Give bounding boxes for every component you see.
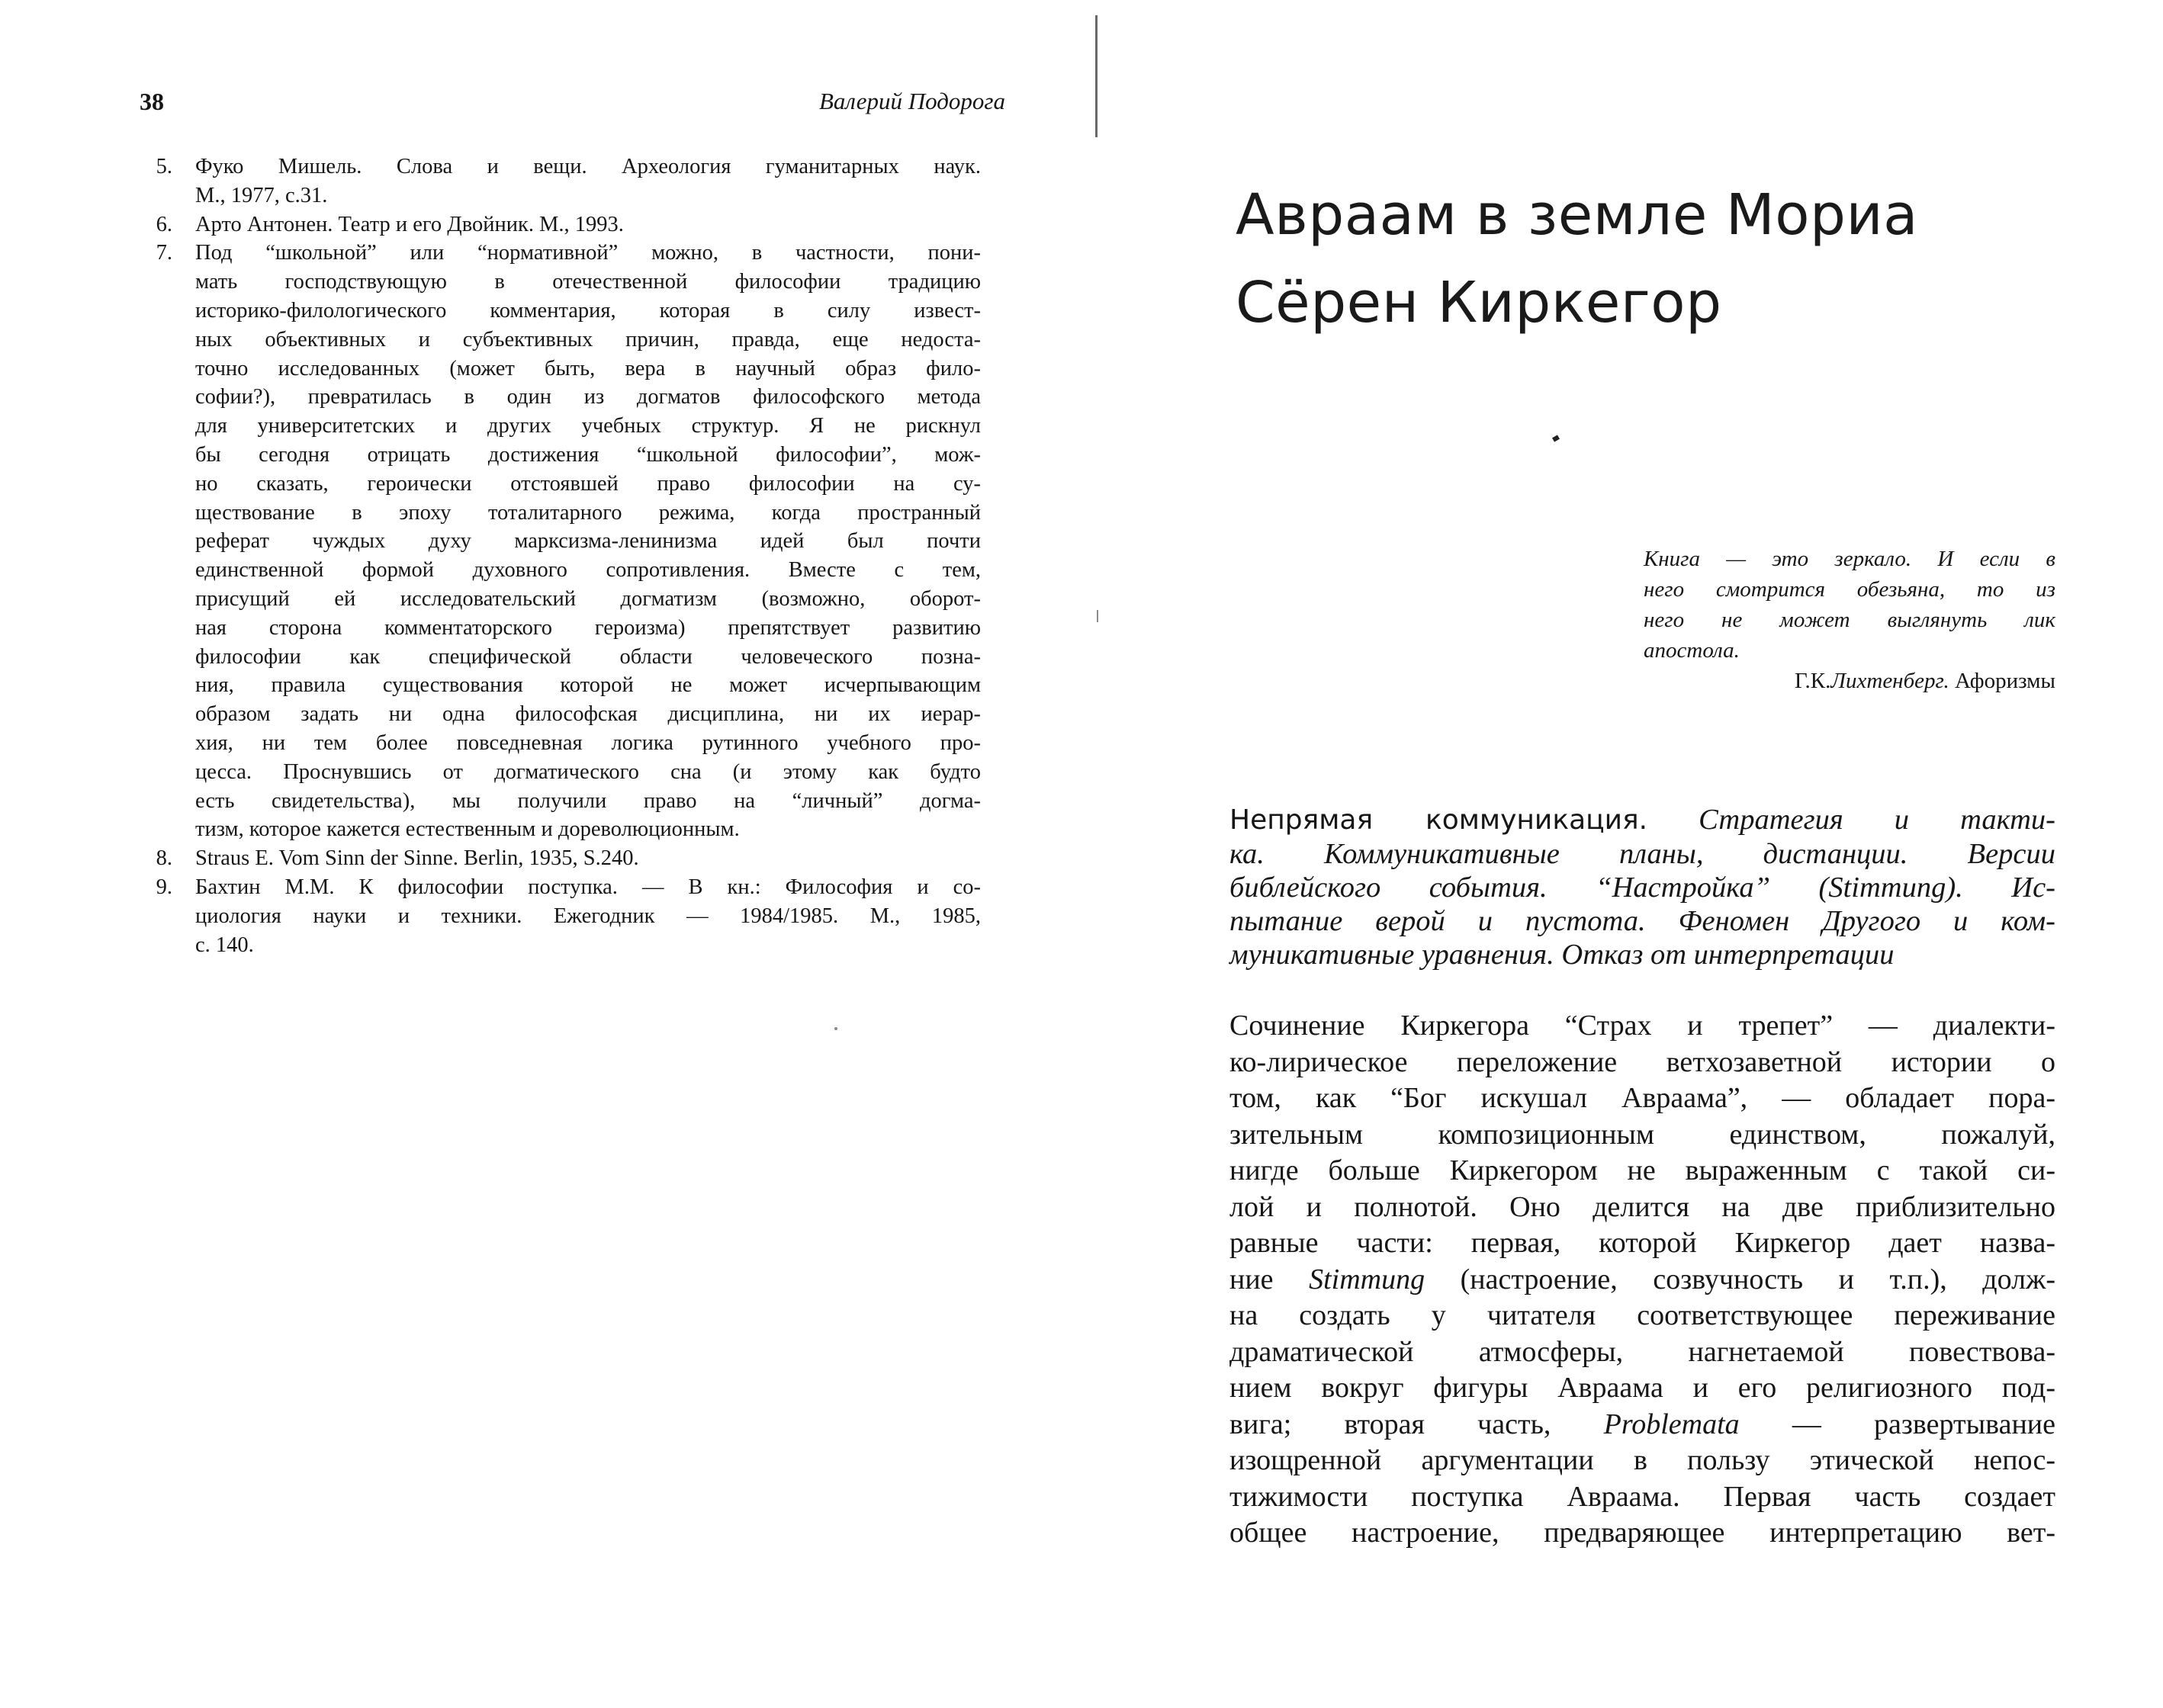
endnote-line: Фуко Мишель. Слова и вещи. Археология гуманитарных наук. — [195, 155, 981, 178]
body-line: драматической атмосферы, нагнетаемой повествова- — [1229, 1335, 2055, 1368]
summary-line: пытание верой и пустота. Феномен Другого и ком- — [1229, 905, 2055, 937]
body-paragraph — [1229, 1008, 2055, 1552]
endnote-line: Straus E. Vom Sinn der Sinne. Berlin, 1935, S.240. — [195, 846, 639, 871]
summary-lead: Непрямая коммуникация. — [1229, 804, 1648, 836]
body-line: нием вокруг фигуры Авраама и его религиозного под- — [1229, 1372, 2055, 1404]
chapter-title-line-2: Сёрен Киркегор — [1236, 270, 1722, 336]
endnote-8 — [142, 844, 981, 873]
endnote-line: присущий ей исследовательский догматизм (возможно, оборот- — [195, 586, 981, 611]
epigraph-line: Книга — это зеркало. И если в — [1644, 547, 2055, 571]
body-text-run: ние — [1229, 1263, 1274, 1295]
endnote-number: 7. — [156, 241, 172, 265]
endnote-line: цесса. Проснувшись от догматического сна (и этому как будто — [195, 759, 981, 784]
epigraph-line: него смотрится обезьяна, то из — [1644, 577, 2055, 602]
endnote-7 — [142, 239, 981, 844]
body-text-run: (настроение, созвучность и т.п.), долж- — [1460, 1263, 2055, 1295]
body-line: тижимости поступка Авраама. Первая часть создает — [1229, 1480, 2055, 1513]
endnote-line: циология науки и техники. Ежегодник — 1984/1985. М., 1985, — [195, 904, 981, 928]
endnotes-list — [142, 152, 981, 959]
body-italic-term: Stimmung — [1309, 1263, 1425, 1295]
body-line: на создать у читателя соответствующее переживание — [1229, 1299, 2055, 1331]
endnote-line: М., 1977, с.31. — [195, 183, 328, 207]
endnote-line: для университетских и других учебных структур. Я не рискнул — [195, 414, 981, 438]
epigraph-attribution — [1644, 666, 2055, 696]
chapter-summary — [1229, 803, 2055, 971]
epigraph — [1644, 544, 2055, 666]
endnote-line: философии как специфической области человеческого позна- — [195, 644, 981, 669]
body-line: лой и полнотой. Оно делится на две приблизительно — [1229, 1190, 2055, 1223]
endnote-line: ществование в эпоху тоталитарного режима, когда пространный — [195, 500, 981, 525]
endnote-line: хия, ни тем более повседневная логика рутинного учебного про- — [195, 730, 981, 755]
endnote-line: ных объективных и субъективных причин, правда, еще недоста- — [195, 327, 981, 352]
body-line: зительным композиционным единством, пожалуй, — [1229, 1118, 2055, 1151]
endnote-line: софии?), превратилась в один из догматов философского метода — [195, 385, 981, 409]
summary-line — [1229, 803, 2055, 837]
epigraph-line: него не может выглянуть лик — [1644, 608, 2055, 632]
body-line: общее настроение, предваряющее интерпретацию вет- — [1229, 1517, 2055, 1549]
summary-line: библейского события. “Настройка” (Stimmung). Ис- — [1229, 872, 2055, 904]
epigraph-initials: Г.К. — [1795, 669, 1831, 693]
epigraph-author: Лихтенберг. — [1830, 669, 1949, 693]
endnote-line: Бахтин М.М. К философии поступка. — В кн.: Философия и со- — [195, 875, 981, 899]
body-text-run: вига; вторая часть, — [1229, 1408, 1551, 1440]
body-line: изощренной аргументации в пользу этической непос- — [1229, 1444, 2055, 1476]
summary-first-rest: Стратегия и такти- — [1699, 804, 2055, 836]
body-line: нигде больше Киркегором не выраженным с такой си- — [1229, 1154, 2055, 1186]
endnote-number: 8. — [156, 846, 172, 871]
page-gutter-mark — [1097, 610, 1098, 622]
endnote-line: ния, правила существования которой не может исчерпывающим — [195, 673, 981, 698]
endnote-line: Под “школьной” или “нормативной” можно, в частности, пони- — [195, 241, 981, 265]
endnote-line: Арто Антонен. Театр и его Двойник. М., 1993. — [195, 212, 624, 236]
body-line: Сочинение Киркегора “Страх и трепет” — диалекти- — [1229, 1010, 2055, 1042]
endnote-line: тизм, которое кажется естественным и дореволюционным. — [195, 817, 740, 842]
endnote-line: с. 140. — [195, 933, 254, 957]
page-number: 38 — [140, 88, 164, 115]
endnote-line: реферат чуждых духу марксизма-ленинизма идей был почти — [195, 529, 981, 554]
body-line: ко-лирическое переложение ветхозаветной истории о — [1229, 1045, 2055, 1078]
endnote-line: единственной формой духовного сопротивления. Вместе с тем, — [195, 558, 981, 583]
endnote-line: есть свидетельства), мы получили право на “личный” догма- — [195, 788, 981, 813]
endnote-line: историко-филологического комментария, которая в силу извест- — [195, 298, 981, 323]
endnote-line: но сказать, героически отстоявшей право философии на су- — [195, 471, 981, 496]
body-text-run: — развертывание — [1792, 1408, 2055, 1440]
endnote-line: мать господствующую в отечественной философии традицию — [195, 270, 981, 294]
endnote-9 — [142, 873, 981, 959]
body-italic-term: Problemata — [1603, 1408, 1740, 1440]
body-line: том, как “Бог искушал Авраама”, — обладает пора- — [1229, 1082, 2055, 1114]
body-line — [1229, 1262, 2055, 1299]
endnote-5 — [142, 152, 981, 210]
epigraph-work: Афоризмы — [1954, 669, 2055, 693]
endnote-number: 5. — [156, 155, 172, 178]
body-line — [1229, 1407, 2055, 1443]
endnote-number: 9. — [156, 875, 172, 899]
endnote-line: бы сегодня отрицать достижения “школьной философии”, мож- — [195, 442, 981, 467]
page-gutter-line — [1095, 15, 1098, 137]
endnote-line: образом задать ни одна философская дисциплина, ни их иерар- — [195, 702, 981, 727]
chapter-title-line-1: Авраам в земле Мориа — [1236, 182, 1918, 248]
summary-line: муникативные уравнения. Отказ от интерпретации — [1229, 939, 1895, 971]
endnote-line: точно исследованных (может быть, вера в научный образ фило- — [195, 356, 981, 380]
chapter-title — [1236, 172, 1918, 347]
endnote-number: 6. — [156, 212, 172, 236]
scan-mark — [1552, 435, 1560, 441]
endnote-6 — [142, 210, 981, 239]
endnote-line: ная сторона комментаторского героизма) препятствует развитию — [195, 615, 981, 640]
epigraph-line: апостола. — [1644, 638, 1740, 663]
scan-speck — [834, 1027, 837, 1030]
running-head-author: Валерий Подорога — [819, 88, 1005, 114]
body-line: равные части: первая, которой Киркегор дает назва- — [1229, 1227, 2055, 1259]
summary-line: ка. Коммуникативные планы, дистанции. Версии — [1229, 838, 2055, 870]
